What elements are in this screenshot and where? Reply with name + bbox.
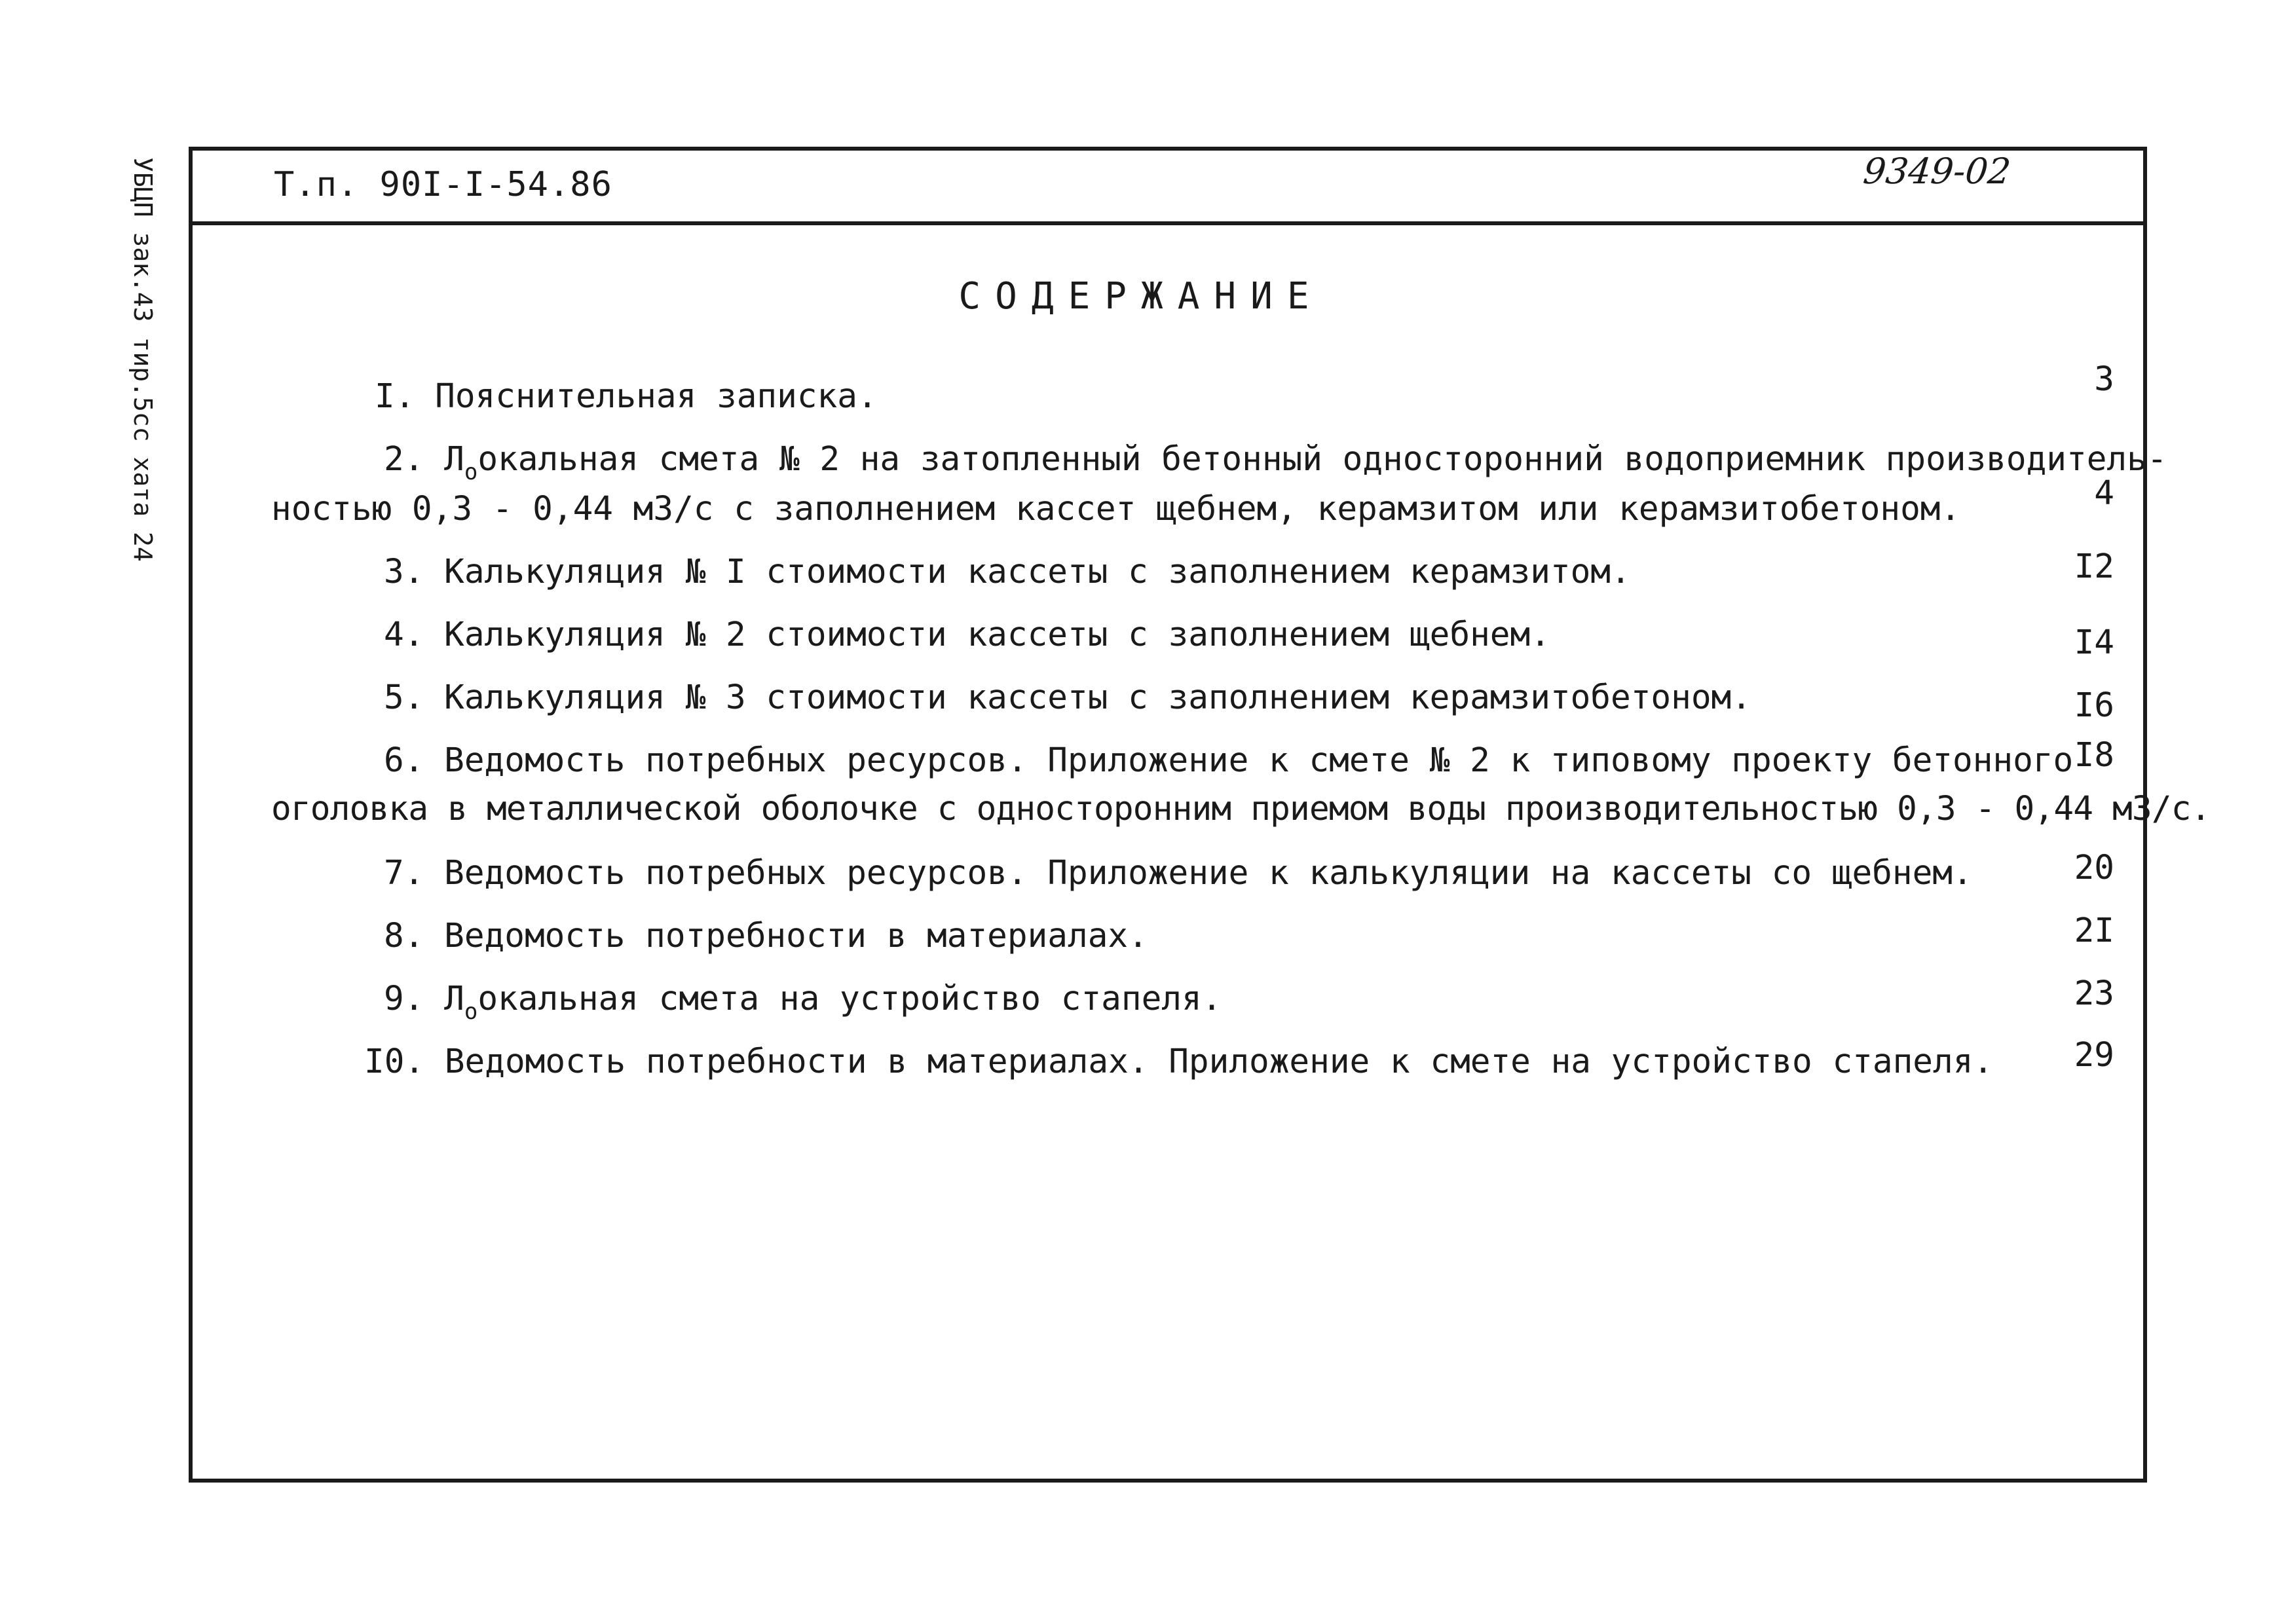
toc-item-page: 29 [2074, 1036, 2114, 1075]
toc-item-page: 2I [2074, 912, 2114, 950]
toc-item-lead-letter: Л [444, 440, 464, 479]
toc-item-number: 6. [384, 741, 424, 780]
toc-item [384, 854, 1973, 893]
toc-item-text: Калькуляция № 2 стоимости кассеты с заполнением щебнем. [444, 616, 1550, 654]
toc-item-number: 2. [384, 440, 424, 479]
toc-item-number: 8. [384, 917, 424, 955]
toc-item-text: Калькуляция № 3 стоимости кассеты с заполнением керамзитобетоном. [444, 678, 1751, 717]
toc-item-continuation: ностью 0,3 - 0,44 м3/с с заполнением кассет щебнем, керамзитом или керамзитобетоном. [271, 490, 1961, 528]
toc-item-page: 23 [2074, 974, 2114, 1013]
toc-item-text: окальная смета на устройство стапеля. [477, 980, 1222, 1018]
toc-item-page: 3 [2094, 360, 2114, 399]
toc-item-number: 5. [384, 678, 424, 717]
page-title: СОДЕРЖАНИЕ [958, 275, 1324, 318]
toc-item [384, 678, 1751, 717]
toc-item-page: I2 [2074, 547, 2114, 586]
toc-item-text: Ведомость потребных ресурсов. Приложение к калькуляции на кассеты со щебнем. [444, 854, 1973, 893]
toc-item-page: I6 [2074, 686, 2114, 725]
toc-item-text: Ведомость потребности в материалах. [444, 917, 1148, 955]
toc-item-page: 20 [2074, 849, 2114, 887]
toc-item [384, 741, 2074, 780]
toc-item-text: Ведомость потребных ресурсов. Приложение к смете № 2 к типовому проекту бетонного [444, 741, 2074, 780]
toc-item-text: Пояснительная записка. [435, 377, 878, 416]
toc-item-text: Калькуляция № I стоимости кассеты с заполнением керамзитом. [444, 553, 1631, 591]
toc-item-continuation: оголовка в металлической оболочке с односторонним приемом воды производительностью 0,3 - 0,44 м3/с. [271, 790, 2211, 828]
toc-item-subscript: о [464, 999, 478, 1025]
toc-item-number: 7. [384, 854, 424, 893]
toc-item-text: Ведомость потребности в материалах. Приложение к смете на устройство стапеля. [444, 1043, 1994, 1081]
project-code: Т.п. 90I-I-54.86 [274, 165, 612, 204]
toc-item-lead-letter: Л [444, 980, 464, 1018]
toc-item-page: I8 [2074, 736, 2114, 775]
toc-item-number: 9. [384, 980, 424, 1018]
toc-item [384, 919, 1148, 953]
toc-item-number: I0. [364, 1043, 425, 1081]
toc-item [364, 1045, 1993, 1079]
toc-item [384, 618, 1550, 652]
side-stamp-text: УБЦП зак.43 тир.5сс хата 24 [128, 157, 157, 562]
toc-item-number: 4. [384, 616, 424, 654]
toc-item-subscript: о [464, 459, 478, 485]
toc-item-number: I. [375, 377, 415, 416]
toc-item [384, 555, 1631, 589]
archive-number: 9349-02 [1861, 151, 2013, 192]
toc-item [384, 440, 2167, 485]
toc-item-text: окальная смета № 2 на затопленный бетонный односторонний водоприемник производитель- [477, 440, 2167, 479]
toc-item [384, 980, 1222, 1025]
toc-item-number: 3. [384, 553, 424, 591]
toc-item-page: 4 [2094, 474, 2114, 513]
toc-item-page: I4 [2074, 623, 2114, 662]
toc-item [375, 377, 878, 416]
